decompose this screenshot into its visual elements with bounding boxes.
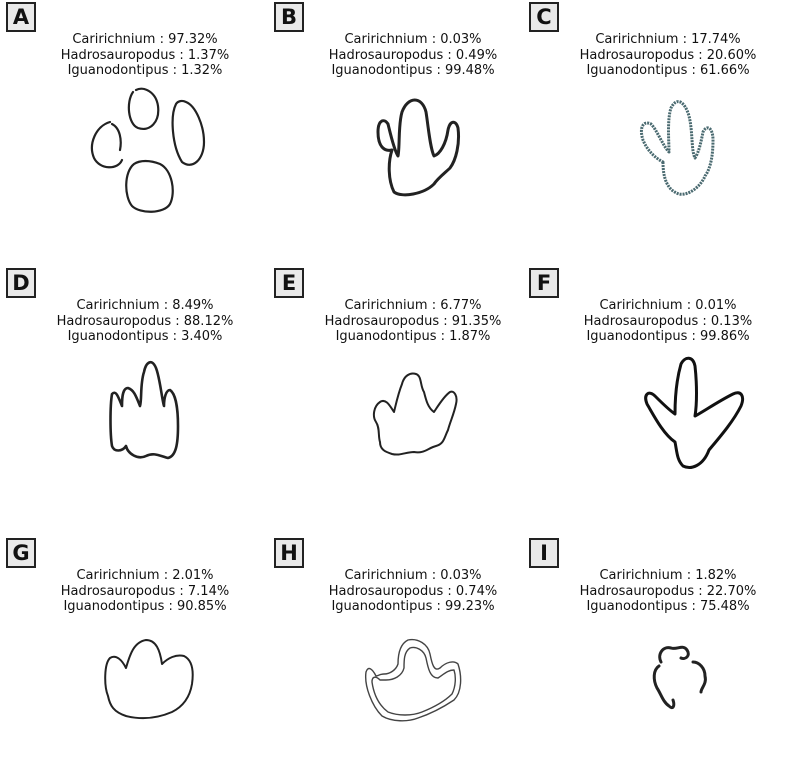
probability-iguanodontipus: Iguanodontipus : 3.40% [67, 329, 223, 344]
panel-f [523, 266, 785, 508]
probability-hadrosauropodus: Hadrosauropodus : 22.70% [579, 583, 757, 599]
footprint-outline [268, 266, 530, 508]
footprint-outline [268, 0, 530, 242]
panel-label: I [529, 538, 559, 568]
panel-a [0, 0, 262, 242]
footprint-outline [0, 536, 262, 778]
probability-iguanodontipus: Iguanodontipus : 90.85% [63, 599, 227, 614]
probability-iguanodontipus: Iguanodontipus : 1.32% [67, 63, 223, 78]
panel-label: C [529, 2, 559, 32]
panel-label: D [6, 268, 36, 298]
footprint-outline [0, 266, 262, 508]
footprint-outline [0, 0, 262, 242]
panel-label: E [274, 268, 304, 298]
probability-iguanodontipus: Iguanodontipus : 99.86% [586, 329, 750, 344]
probability-caririchnium: Caririchnium : 2.01% [76, 568, 214, 583]
probability-hadrosauropodus: Hadrosauropodus : 0.13% [583, 313, 753, 329]
panel-b [268, 0, 530, 242]
panel-label: A [6, 2, 36, 32]
probability-iguanodontipus: Iguanodontipus : 75.48% [586, 599, 750, 614]
probability-caririchnium: Caririchnium : 0.03% [344, 568, 482, 583]
panel-g [0, 536, 262, 778]
probability-hadrosauropodus: Hadrosauropodus : 1.37% [60, 47, 230, 63]
probability-caririchnium: Caririchnium : 97.32% [72, 32, 218, 47]
probability-hadrosauropodus: Hadrosauropodus : 7.14% [60, 583, 230, 599]
probability-hadrosauropodus: Hadrosauropodus : 88.12% [56, 313, 234, 329]
probability-iguanodontipus: Iguanodontipus : 99.23% [331, 599, 495, 614]
probability-caririchnium: Caririchnium : 8.49% [76, 298, 214, 313]
panel-label: G [6, 538, 36, 568]
probability-hadrosauropodus: Hadrosauropodus : 0.74% [328, 583, 498, 599]
panel-c [523, 0, 785, 242]
panel-label: B [274, 2, 304, 32]
footprint-outline [523, 0, 785, 242]
probability-iguanodontipus: Iguanodontipus : 61.66% [586, 63, 750, 78]
probability-hadrosauropodus: Hadrosauropodus : 20.60% [579, 47, 757, 63]
probability-caririchnium: Caririchnium : 17.74% [595, 32, 741, 47]
probability-hadrosauropodus: Hadrosauropodus : 0.49% [328, 47, 498, 63]
footprint-outline [268, 536, 530, 778]
panel-d [0, 266, 262, 508]
probability-hadrosauropodus: Hadrosauropodus : 91.35% [324, 313, 502, 329]
footprint-outline [523, 536, 785, 778]
probability-caririchnium: Caririchnium : 0.01% [599, 298, 737, 313]
panel-label: F [529, 268, 559, 298]
probability-iguanodontipus: Iguanodontipus : 1.87% [335, 329, 491, 344]
panel-label: H [274, 538, 304, 568]
panel-i [523, 536, 785, 778]
footprint-outline [523, 266, 785, 508]
probability-caririchnium: Caririchnium : 0.03% [344, 32, 482, 47]
probability-caririchnium: Caririchnium : 6.77% [344, 298, 482, 313]
probability-iguanodontipus: Iguanodontipus : 99.48% [331, 63, 495, 78]
panel-e [268, 266, 530, 508]
panel-h [268, 536, 530, 778]
probability-caririchnium: Caririchnium : 1.82% [599, 568, 737, 583]
